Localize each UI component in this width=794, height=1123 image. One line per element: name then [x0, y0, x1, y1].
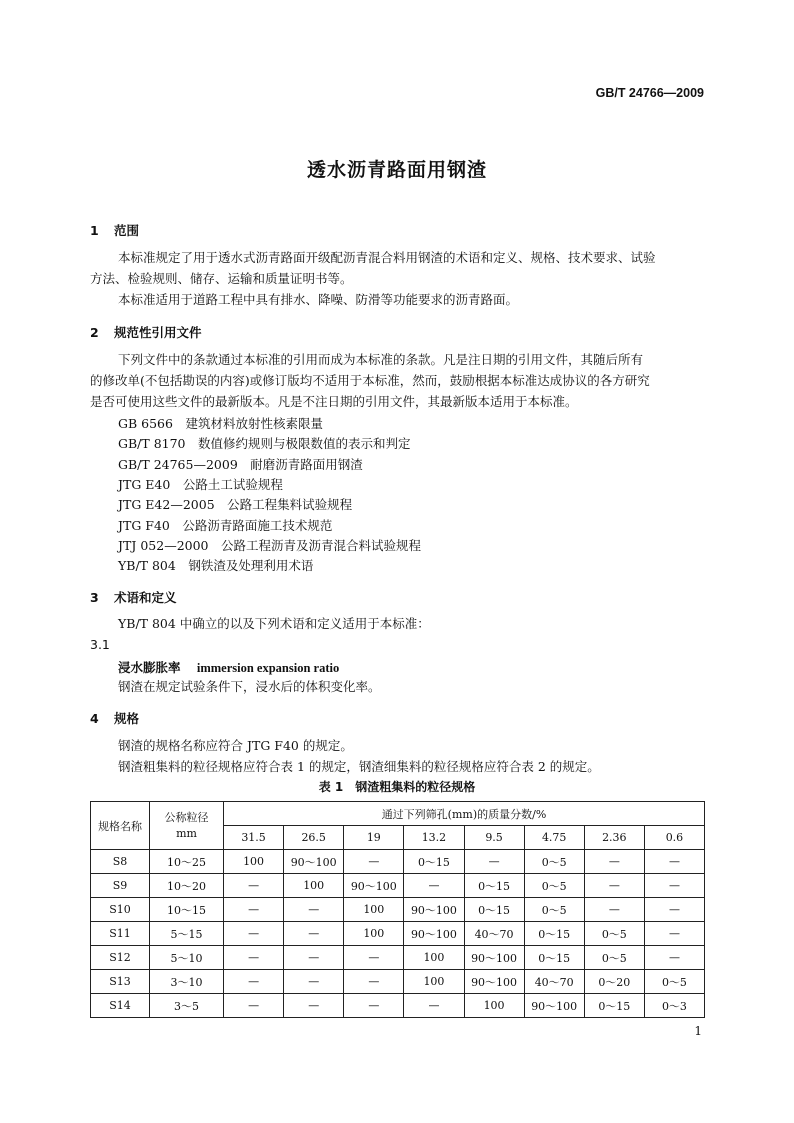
passing-value-cell: 0～3 [644, 994, 704, 1018]
subclause-number: 3.1 [90, 637, 110, 652]
passing-value-cell: — [344, 994, 404, 1018]
passing-value-cell: 0～20 [584, 970, 644, 994]
reference-item: GB 6566 建筑材料放射性核素限量 [118, 416, 323, 431]
sieve-size: 13.2 [404, 826, 464, 850]
paragraph: 下列文件中的条款通过本标准的引用而成为本标准的条款。凡是注日期的引用文件，其随后所有 [118, 352, 644, 367]
passing-value-cell: 90～100 [404, 922, 464, 946]
section-2-heading [90, 323, 202, 341]
passing-value-cell: 100 [284, 874, 344, 898]
sieve-size: 9.5 [464, 826, 524, 850]
term-definition: 钢渣在规定试验条件下，浸水后的体积变化率。 [118, 679, 381, 694]
header-nominal-size-label: 公称粒径 [164, 810, 209, 824]
passing-value-cell: 40～70 [524, 970, 584, 994]
passing-value-cell: — [404, 874, 464, 898]
section-title: 规格 [114, 711, 140, 726]
passing-value-cell: — [224, 874, 284, 898]
section-number: 4 [90, 711, 99, 726]
passing-value-cell: 0～5 [524, 850, 584, 874]
passing-value-cell: — [224, 970, 284, 994]
nominal-size-cell: 5～15 [150, 922, 224, 946]
standard-number: GB/T 24766—2009 [595, 86, 704, 100]
passing-value-cell: — [284, 946, 344, 970]
paragraph: 本标准规定了用于透水式沥青路面开级配沥青混合料用钢渣的术语和定义、规格、技术要求、试验 [118, 250, 656, 265]
page-number: 1 [694, 1024, 702, 1038]
header-nominal-size [150, 802, 224, 850]
paragraph: YB/T 804 中确立的以及下列术语和定义适用于本标准： [118, 616, 430, 631]
section-1-heading [90, 221, 139, 239]
passing-value-cell: — [584, 850, 644, 874]
spec-name-cell: S13 [91, 970, 150, 994]
passing-value-cell: — [644, 874, 704, 898]
table-body [91, 850, 705, 1018]
table-caption: 表 1 钢渣粗集料的粒径规格 [318, 780, 476, 794]
particle-size-table [90, 801, 705, 1018]
passing-value-cell: 90～100 [524, 994, 584, 1018]
spec-name-cell: S14 [91, 994, 150, 1018]
term-english: immersion expansion ratio [196, 661, 340, 675]
passing-value-cell: 40～70 [464, 922, 524, 946]
passing-value-cell: — [224, 994, 284, 1018]
spec-name-cell: S9 [91, 874, 150, 898]
passing-value-cell: — [584, 898, 644, 922]
passing-value-cell: — [284, 970, 344, 994]
sieve-size: 0.6 [644, 826, 704, 850]
passing-value-cell: 0～15 [524, 922, 584, 946]
passing-value-cell: — [344, 970, 404, 994]
passing-value-cell: — [224, 946, 284, 970]
passing-value-cell: 100 [224, 850, 284, 874]
header-passing: 通过下列筛孔(mm)的质量分数/% [224, 802, 705, 826]
section-number: 3 [90, 590, 99, 605]
passing-value-cell: 0～15 [464, 874, 524, 898]
passing-value-cell: 100 [404, 946, 464, 970]
passing-value-cell: — [344, 946, 404, 970]
passing-value-cell: 100 [344, 922, 404, 946]
passing-value-cell: 0～15 [404, 850, 464, 874]
table-row [91, 898, 705, 922]
table-header-row [91, 802, 705, 826]
passing-value-cell: 90～100 [284, 850, 344, 874]
spec-name-cell: S10 [91, 898, 150, 922]
passing-value-cell: 100 [344, 898, 404, 922]
reference-item: JTG E42—2005 公路工程集料试验规程 [118, 497, 353, 512]
passing-value-cell: — [404, 994, 464, 1018]
nominal-size-cell: 10～15 [150, 898, 224, 922]
passing-value-cell: 100 [464, 994, 524, 1018]
section-number: 2 [90, 325, 99, 340]
passing-value-cell: — [644, 898, 704, 922]
table-row [91, 994, 705, 1018]
reference-item: JTG F40 公路沥青路面施工技术规范 [118, 518, 333, 533]
spec-name-cell: S8 [91, 850, 150, 874]
passing-value-cell: 0～5 [584, 922, 644, 946]
passing-value-cell: — [284, 994, 344, 1018]
passing-value-cell: 90～100 [464, 970, 524, 994]
passing-value-cell: 100 [404, 970, 464, 994]
sieve-size: 26.5 [284, 826, 344, 850]
nominal-size-cell: 3～10 [150, 970, 224, 994]
passing-value-cell: — [584, 874, 644, 898]
passing-value-cell: 90～100 [404, 898, 464, 922]
reference-item: YB/T 804 钢铁渣及处理利用术语 [118, 558, 314, 573]
passing-value-cell: 0～15 [464, 898, 524, 922]
paragraph: 本标准适用于道路工程中具有排水、降噪、防滑等功能要求的沥青路面。 [118, 292, 519, 307]
section-title: 术语和定义 [114, 590, 177, 605]
sieve-size: 31.5 [224, 826, 284, 850]
passing-value-cell: — [224, 898, 284, 922]
section-title: 规范性引用文件 [114, 325, 202, 340]
paragraph: 钢渣粗集料的粒径规格应符合表 1 的规定，钢渣细集料的粒径规格应符合表 2 的规定。 [118, 759, 600, 774]
sieve-size: 2.36 [584, 826, 644, 850]
reference-item: JTG E40 公路土工试验规程 [118, 477, 283, 492]
passing-value-cell: — [644, 946, 704, 970]
passing-value-cell: — [644, 922, 704, 946]
passing-value-cell: 90～100 [464, 946, 524, 970]
passing-value-cell: — [284, 898, 344, 922]
passing-value-cell: 0～15 [584, 994, 644, 1018]
section-title: 范围 [114, 223, 140, 238]
header-nominal-size-unit: mm [176, 826, 197, 840]
passing-value-cell: 0～5 [584, 946, 644, 970]
passing-value-cell: — [464, 850, 524, 874]
passing-value-cell: — [224, 922, 284, 946]
table-row [91, 874, 705, 898]
section-4-heading [90, 709, 139, 727]
passing-value-cell: — [284, 922, 344, 946]
table-row [91, 850, 705, 874]
sieve-size: 19 [344, 826, 404, 850]
nominal-size-cell: 3～5 [150, 994, 224, 1018]
term [118, 658, 339, 676]
nominal-size-cell: 10～20 [150, 874, 224, 898]
nominal-size-cell: 10～25 [150, 850, 224, 874]
passing-value-cell: 0～5 [524, 898, 584, 922]
paragraph: 钢渣的规格名称应符合 JTG F40 的规定。 [118, 738, 353, 753]
passing-value-cell: — [644, 850, 704, 874]
spec-name-cell: S12 [91, 946, 150, 970]
nominal-size-cell: 5～10 [150, 946, 224, 970]
section-number: 1 [90, 223, 99, 238]
document-title: 透水沥青路面用钢渣 [306, 159, 487, 181]
header-spec-name: 规格名称 [91, 802, 150, 850]
passing-value-cell: 0～15 [524, 946, 584, 970]
paragraph: 的修改单(不包括勘误的内容)或修订版均不适用于本标准，然而，鼓励根据本标准达成协议的各方研究 [90, 373, 650, 388]
reference-item: GB/T 8170 数值修约规则与极限数值的表示和判定 [118, 436, 411, 451]
reference-item: GB/T 24765—2009 耐磨沥青路面用钢渣 [118, 457, 363, 472]
spec-name-cell: S11 [91, 922, 150, 946]
sieve-size: 4.75 [524, 826, 584, 850]
table-row [91, 970, 705, 994]
section-3-heading [90, 588, 177, 606]
passing-value-cell: 0～5 [524, 874, 584, 898]
table-row [91, 922, 705, 946]
passing-value-cell: 0～5 [644, 970, 704, 994]
passing-value-cell: — [344, 850, 404, 874]
paragraph: 方法、检验规则、储存、运输和质量证明书等。 [90, 271, 353, 286]
passing-value-cell: 90～100 [344, 874, 404, 898]
term-chinese: 浸水膨胀率 [118, 660, 181, 675]
paragraph: 是否可使用这些文件的最新版本。凡是不注日期的引用文件，其最新版本适用于本标准。 [90, 394, 578, 409]
table-row [91, 946, 705, 970]
reference-item: JTJ 052—2000 公路工程沥青及沥青混合料试验规程 [118, 538, 422, 553]
